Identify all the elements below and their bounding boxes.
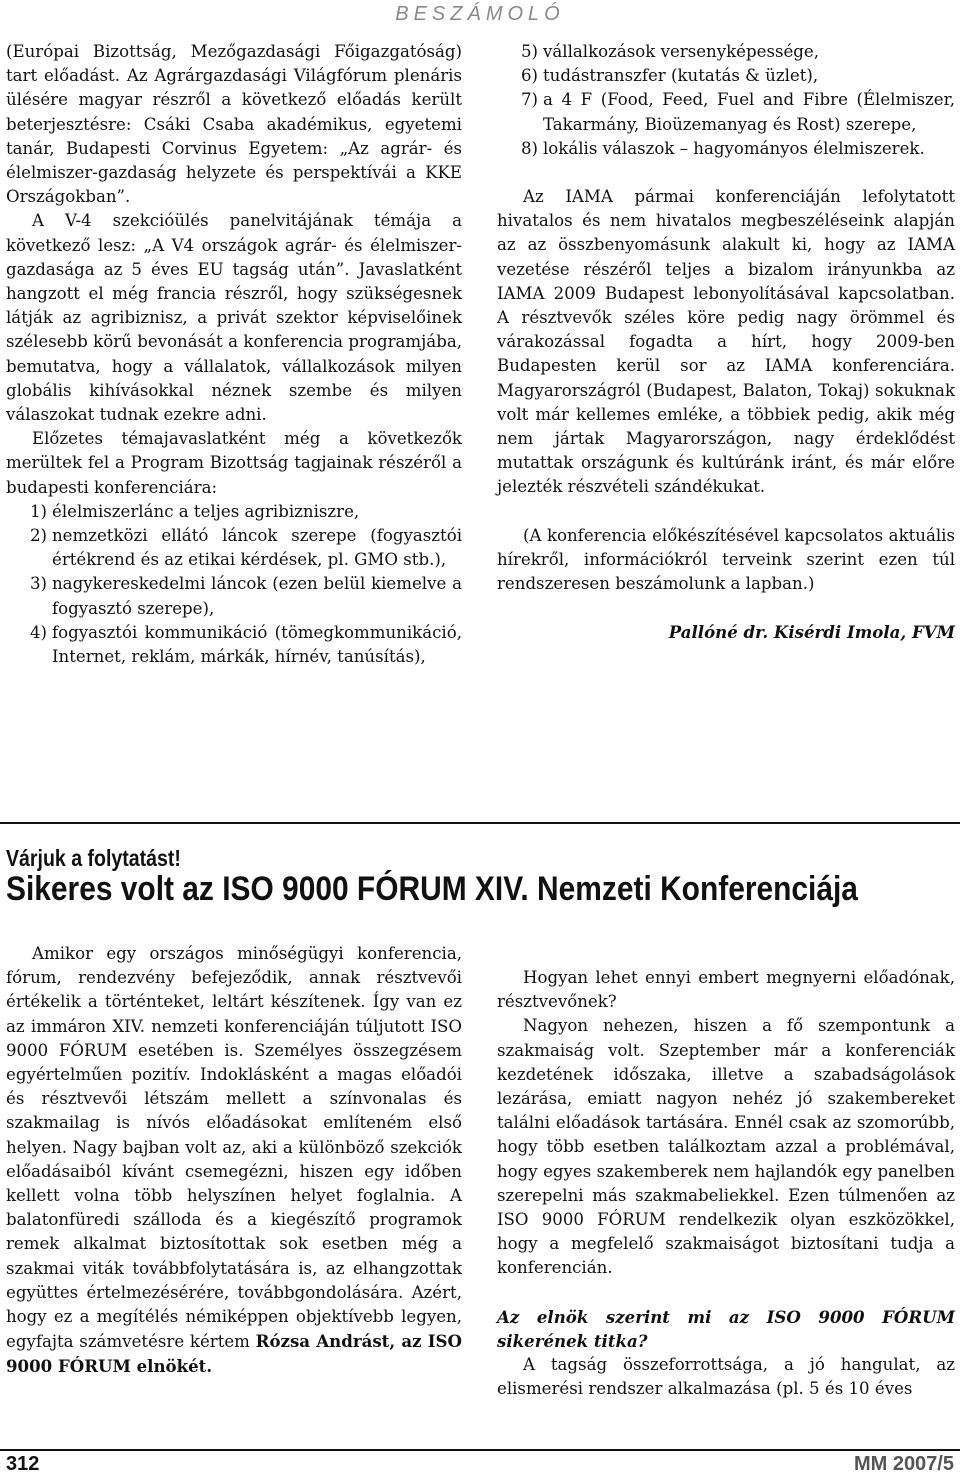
article2-left-column	[6, 942, 462, 1380]
list-text: tudástranszfer (kutatás & üzlet),	[543, 66, 819, 86]
list-item	[6, 524, 462, 572]
list-number: 2)	[29, 526, 47, 546]
paragraph: (A konferencia előkészítésével kapcsolatos aktuális hírekről, információkról terveink szerint ezen túl rendszeresen beszámolunk a lapban.)	[497, 525, 955, 594]
list-item	[6, 621, 462, 669]
paragraph: Az IAMA pármai konferenciáján lefolytatott hivatalos és nem hivatalos megbeszéléseink alapján az az összbenyomásunk alakult ki, hogy az IAMA vezetése részéről teljes a bizalom irányunkba az IAMA 2009 Budapest lebonyolításával kapcsolatban. A résztvevők széles köre pedig nagy örömmel és várakozással fogadta a hírt, hogy 2009-ben Budapesten kerül sor az IAMA konferenciára. Magyarországról (Budapest, Balaton, Tokaj) sokuknak volt már kellemes emléke, a többiek pedig, akik még nem jártak Magyarországon, nagy érdeklődést mutattak országunk és kultúránk iránt, és már előre jelezték részvételi szándékukat.	[497, 187, 955, 497]
interviewee-name: Rózsa Andrást, az ISO 9000 FÓRUM elnökét.	[6, 1331, 462, 1377]
list-text: vállalkozások versenyképessége,	[543, 42, 820, 61]
list-item	[6, 500, 462, 524]
page-number: 312	[6, 1453, 40, 1475]
footer-divider	[0, 1449, 960, 1451]
list-item	[6, 572, 462, 620]
list-item	[497, 137, 955, 161]
article1-right-column	[497, 40, 955, 644]
list-item	[497, 88, 955, 136]
list-number: 4)	[29, 622, 47, 642]
list-number: 8)	[520, 138, 538, 158]
paragraph: (Európai Bizottság, Mezőgazdasági Főigazgatóság) tart előadást. Az Agrárgazdasági Világfórum plenáris ülésére magyar részről a következő előadás került beterjesztésre: Csáki Csaba akadémikus, egyetemi tanár, Budapesti Corvinus Egyetem: „Az agrár- és élelmiszer-gazdaság helyzete és perspektívái a KKE Országokban”.	[6, 42, 462, 207]
article2-right-column	[497, 966, 955, 1401]
interview-question: Az elnök szerint mi az ISO 9000 FÓRUM sikerének titka?	[497, 1306, 955, 1351]
paragraph: A V-4 szekcióülés panelvitájának témája a következő lesz: „A V4 országok agrár- és élelmiszer-gazdasága az 5 éves EU tagság után”. Javaslatként hangzott el még francia részről, hogy szükségesnek látják az agribiznisz, a privát szektor képviselőinek szélesebb körű bevonását a konferencia programjába, bemutatva, hogy a vállalatok, vállalkozások milyen globális kihívásokkal néznek szembe és milyen válaszokat tudnak ezekre adni.	[6, 211, 462, 425]
list-text: a 4 F (Food, Feed, Fuel and Fibre (Élelmiszer, Takarmány, Bioüzemanyag és Rost) szerepe,	[543, 90, 955, 134]
section-divider	[0, 822, 960, 824]
list-text: élelmiszerlánc a teljes agribizniszre,	[52, 501, 360, 521]
list-number: 1)	[29, 501, 47, 521]
paragraph: Előzetes témajavaslatként még a következők merültek fel a Program Bizottság tagjainak részéről a budapesti konferenciára:	[6, 429, 462, 497]
list-item	[497, 40, 955, 64]
topic-list	[6, 500, 462, 669]
paragraph: Hogyan lehet ennyi embert megnyerni előadónak, résztvevőnek?	[497, 968, 955, 1012]
list-item	[497, 64, 955, 88]
list-number: 5)	[520, 42, 538, 61]
interview-answer: A tagság összeforrottsága, a jó hangulat, az elismerési rendszer alkalmazása (pl. 5 és 10 éves	[497, 1355, 955, 1399]
paragraph	[6, 942, 462, 1380]
list-number: 3)	[29, 574, 47, 594]
list-text: fogyasztói kommunikáció (tömegkommunikáció, Internet, reklám, márkák, hírnév, tanúsítás),	[52, 622, 462, 667]
section-label: BESZÁMOLÓ	[395, 3, 565, 25]
list-number: 7)	[520, 90, 538, 110]
list-text: lokális válaszok – hagyományos élelmiszerek.	[543, 138, 925, 158]
list-text: nemzetközi ellátó láncok szerepe (fogyasztói értékrend és az etikai kérdések, pl. GMO stb.),	[52, 526, 462, 570]
author-signature: Pallóné dr. Kisérdi Imola, FVM	[668, 622, 955, 643]
list-text: nagykereskedelmi láncok (ezen belül kiemelve a fogyasztó szerepe),	[52, 574, 462, 618]
article1-left-column	[6, 40, 462, 669]
topic-list-continued	[497, 40, 955, 161]
article-headline: Sikeres volt az ISO 9000 FÓRUM XIV. Nemzeti Konferenciája	[6, 870, 858, 908]
paragraph-text: Amikor egy országos minőségügyi konferencia, fórum, rendezvény befejeződik, annak résztvevői értékelik a történteket, leltárt készítenek. Így van ez az immáron XIV. nemzeti konferenciáján túljutott ISO 9000 FÓRUM esetében is. Személyes összegzésem egyértelműen pozitív. Indoklásként a magas előadói és résztvevői létszám mellett a színvonalas és szakmailag is nívós előadásokat említeném első helyen. Nagy bajban volt az, aki a különböző szekciók előadásaiból kívánt csemegézni, hiszen egy időben kellett volna több helyszínen helyet foglalnia. A balatonfüredi szálloda és a kiegészítő programok remek alkalmat biztosítottak sok esetben még a szakmai viták továbbfolytatására is, az elhangzottak együttes értelmezésérére, továbbgondolására. Azért, hogy ez a megítélés némiképpen objektívebb legyen, egyfajta számvetésre kértem	[6, 944, 462, 1352]
issue-label: MM 2007/5	[853, 1453, 954, 1475]
list-number: 6)	[520, 66, 538, 86]
article-kicker: Várjuk a folytatást!	[6, 845, 181, 871]
paragraph: Nagyon nehezen, hiszen a fő szempontunk a szakmaiság volt. Szeptember már a konferenciák kezdetének időszaka, illetve a szabadságolások lezárása, emiatt nagyon nehéz jó szakembereket találni előadások tartására. Ennél csak az szomorúbb, hogy több esetben találkoztam azzal a problémával, hogy egyes szakemberek nem hajlandók egy panelben szerepelni más szakmabeliekkel. Ezen túlmenően az ISO 9000 FÓRUM rendelkezik olyan eszközökkel, hogy a megfelelő szakmaiságot biztosítani tudja a konferencián.	[497, 1016, 955, 1278]
